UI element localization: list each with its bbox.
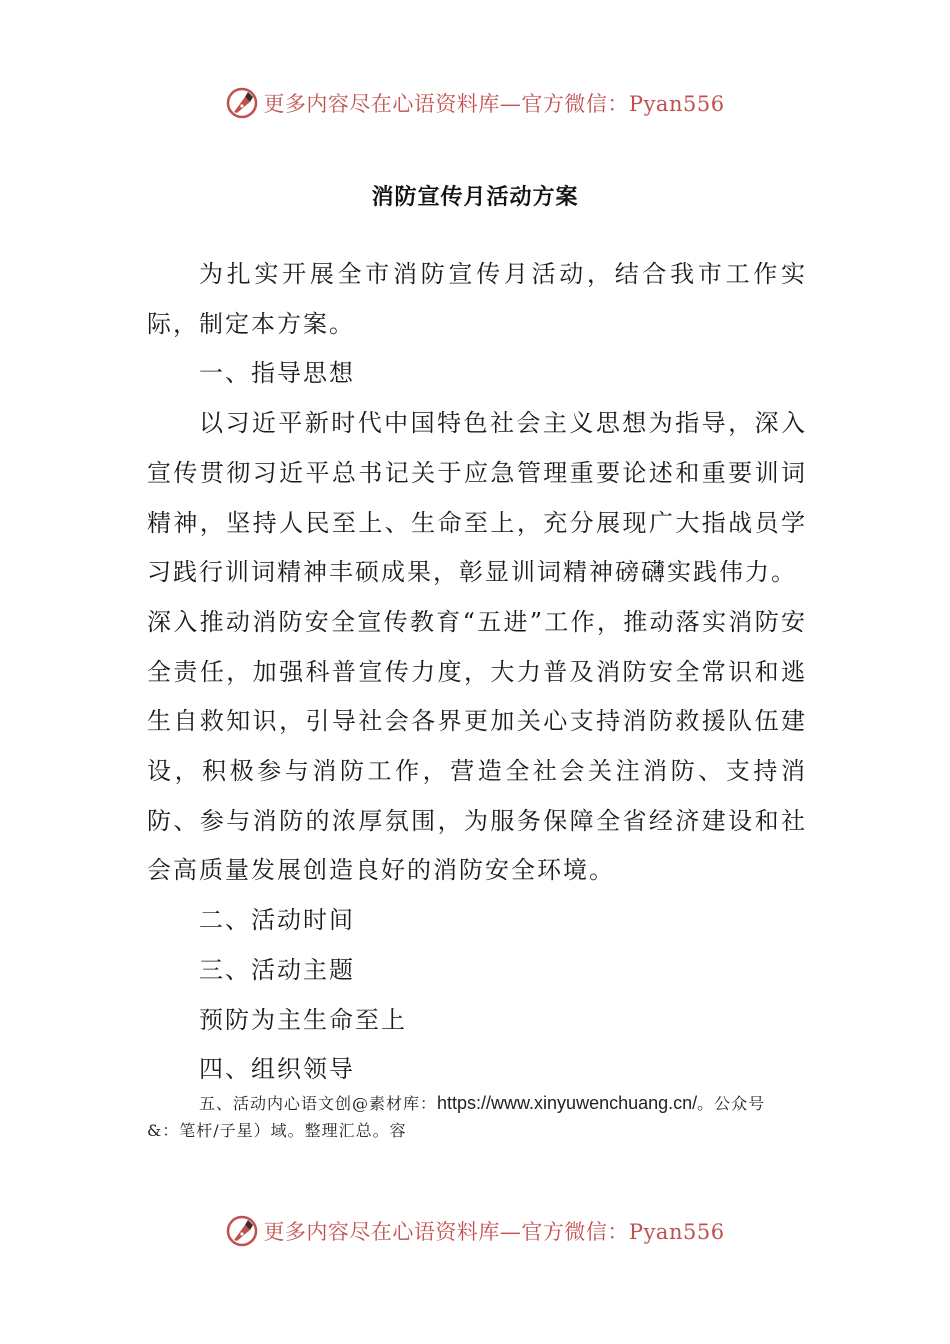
footnote-url[interactable]: https://www.xinyuwenchuang.cn/ [437,1093,698,1113]
paragraph-intro: 为扎实开展全市消防宣传月活动，结合我市工作实际，制定本方案。 [147,260,807,338]
heading-activity-time: 二、活动时间 [199,906,355,935]
heading-activity-theme: 三、活动主题 [199,955,355,984]
footnote-text [147,1090,817,1144]
footer-banner [0,1211,950,1251]
footnote-line-2: &：笔杆/子星）域。整理汇总。容 [147,1121,407,1140]
footnote-suffix: 。公众号 [697,1094,766,1113]
banner-text: 更多内容尽在心语资料库—官方微信：Pyan556 [263,92,725,116]
pen-nib-logo-icon [225,86,259,120]
footnote-line-1 [147,1090,817,1117]
banner-text: 更多内容尽在心语资料库—官方微信：Pyan556 [263,1220,725,1244]
heading-guiding-thought: 一、指导思想 [199,359,355,388]
footnote-prefix: 五、活动内心语文创@素材库： [199,1094,438,1113]
paragraph-guiding-thought: 以习近平新时代中国特色社会主义思想为指导，深入宣传贯彻习近平总书记关于应急管理重要论述和重要训词精神，坚持人民至上、生命至上，充分展现广大指战员学习践行训词精神丰硕成果，彰显训词精神磅礴实践伟力。 [147,409,807,587]
paragraph-guiding-thought-continued: 深入推动消防安全宣传教育“五进”工作，推动落实消防安全责任，加强科普宣传力度，大力普及消防安全常识和逃生自救知识，引导社会各界更加关心支持消防救援队伍建设，积极参与消防工作，营造全社会关注消防、支持消防、参与消防的浓厚氛围，为服务保障全省经济建设和社会高质量发展创造良好的消防安全环境。 [147,607,807,885]
heading-organization: 四、组织领导 [199,1055,355,1084]
activity-theme-text: 预防为主生命至上 [199,1005,407,1034]
document-title: 消防宣传月活动方案 [371,184,579,210]
document-body [147,250,807,1095]
header-banner [0,83,950,123]
pen-nib-logo-icon [225,1214,259,1248]
